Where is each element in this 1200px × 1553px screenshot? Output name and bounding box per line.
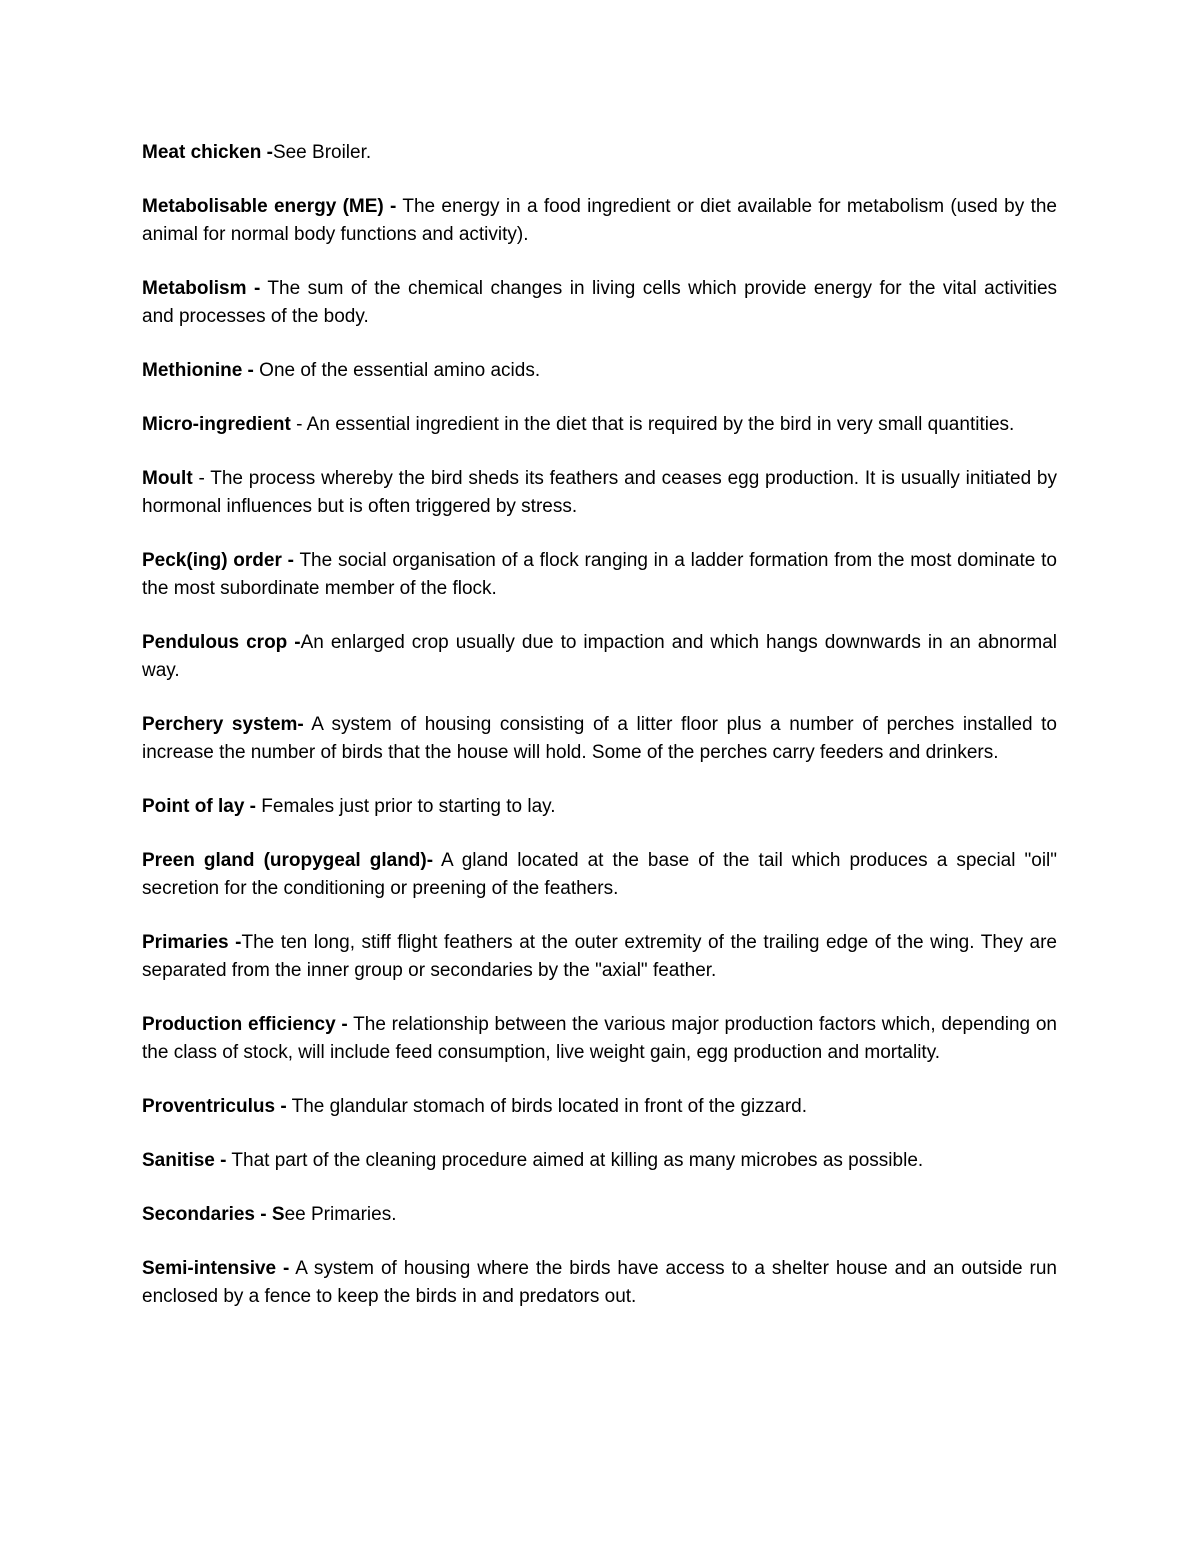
glossary-entry-meat-chicken — [142, 139, 1057, 167]
glossary-entry-perchery-system — [142, 711, 1057, 767]
glossary-term: Pendulous crop - — [142, 632, 301, 653]
glossary-definition: - An essential ingredient in the diet that is required by the bird in very small quantities. — [290, 414, 1015, 435]
glossary-entry-production-efficiency — [142, 1011, 1057, 1067]
glossary-entry-pecking-order — [142, 547, 1057, 603]
glossary-entry-sanitise — [142, 1147, 1057, 1175]
glossary-term: Preen gland (uropygeal gland)- — [142, 850, 434, 871]
glossary-page — [142, 139, 1057, 1337]
glossary-definition: The energy in a food ingredient or diet available for metabolism (used by the animal for normal body functions and activity). — [142, 196, 1057, 245]
glossary-entry-semi-intensive — [142, 1255, 1057, 1311]
glossary-term: Proventriculus - — [142, 1096, 287, 1117]
glossary-definition: That part of the cleaning procedure aimed at killing as many microbes as possible. — [226, 1150, 924, 1171]
glossary-entry-primaries — [142, 929, 1057, 985]
glossary-term: Meat chicken - — [142, 142, 273, 163]
glossary-term: Peck(ing) order - — [142, 550, 294, 571]
glossary-term: Metabolisable energy (ME) - — [142, 196, 397, 217]
glossary-definition: Females just prior to starting to lay. — [256, 796, 556, 817]
glossary-definition: The ten long, stiff flight feathers at the outer extremity of the trailing edge of the wing. They are separated from the inner group or secondaries by the "axial" feather. — [142, 932, 1057, 981]
glossary-entry-pendulous-crop — [142, 629, 1057, 685]
glossary-definition: A system of housing where the birds have access to a shelter house and an outside run enclosed by a fence to keep the birds in and predators out. — [142, 1258, 1057, 1307]
glossary-term: Micro-ingredient — [142, 414, 291, 435]
glossary-entry-metabolisable-energy — [142, 193, 1057, 249]
glossary-entry-point-of-lay — [142, 793, 1057, 821]
glossary-definition: See Broiler. — [272, 142, 372, 163]
glossary-term: Moult — [142, 468, 193, 489]
glossary-term: Perchery system- — [142, 714, 304, 735]
glossary-term: Semi-intensive - — [142, 1258, 290, 1279]
glossary-entry-secondaries — [142, 1201, 1057, 1229]
glossary-term: Production efficiency - — [142, 1014, 348, 1035]
glossary-definition: ee Primaries. — [284, 1204, 397, 1225]
glossary-definition: The glandular stomach of birds located in front of the gizzard. — [286, 1096, 807, 1117]
glossary-entry-moult — [142, 465, 1057, 521]
glossary-entry-proventriculus — [142, 1093, 1057, 1121]
glossary-definition: The relationship between the various major production factors which, depending on the class of stock, will include feed consumption, live weight gain, egg production and mortality. — [142, 1014, 1057, 1063]
glossary-definition: One of the essential amino acids. — [253, 360, 541, 381]
glossary-entry-preen-gland — [142, 847, 1057, 903]
glossary-entry-metabolism — [142, 275, 1057, 331]
glossary-definition: The social organisation of a flock ranging in a ladder formation from the most dominate to the most subordinate member of the flock. — [142, 550, 1057, 599]
glossary-term: Point of lay - — [142, 796, 256, 817]
glossary-term: Primaries - — [142, 932, 242, 953]
glossary-term: Sanitise - — [142, 1150, 227, 1171]
glossary-term: Methionine - — [142, 360, 254, 381]
glossary-definition: An enlarged crop usually due to impaction and which hangs downwards in an abnormal way. — [142, 632, 1057, 681]
glossary-term: Metabolism - — [142, 278, 261, 299]
glossary-definition: - The process whereby the bird sheds its feathers and ceases egg production. It is usually initiated by hormonal influences but is often triggered by stress. — [142, 468, 1057, 517]
glossary-entry-micro-ingredient — [142, 411, 1057, 439]
glossary-definition: A system of housing consisting of a litter floor plus a number of perches installed to increase the number of birds that the house will hold. Some of the perches carry feeders and drinkers. — [142, 714, 1057, 763]
glossary-term: Secondaries - S — [142, 1204, 285, 1225]
glossary-definition: The sum of the chemical changes in living cells which provide energy for the vital activities and processes of the body. — [142, 278, 1058, 327]
glossary-definition: A gland located at the base of the tail which produces a special "oil" secretion for the conditioning or preening of the feathers. — [142, 850, 1058, 899]
glossary-entry-methionine — [142, 357, 1057, 385]
